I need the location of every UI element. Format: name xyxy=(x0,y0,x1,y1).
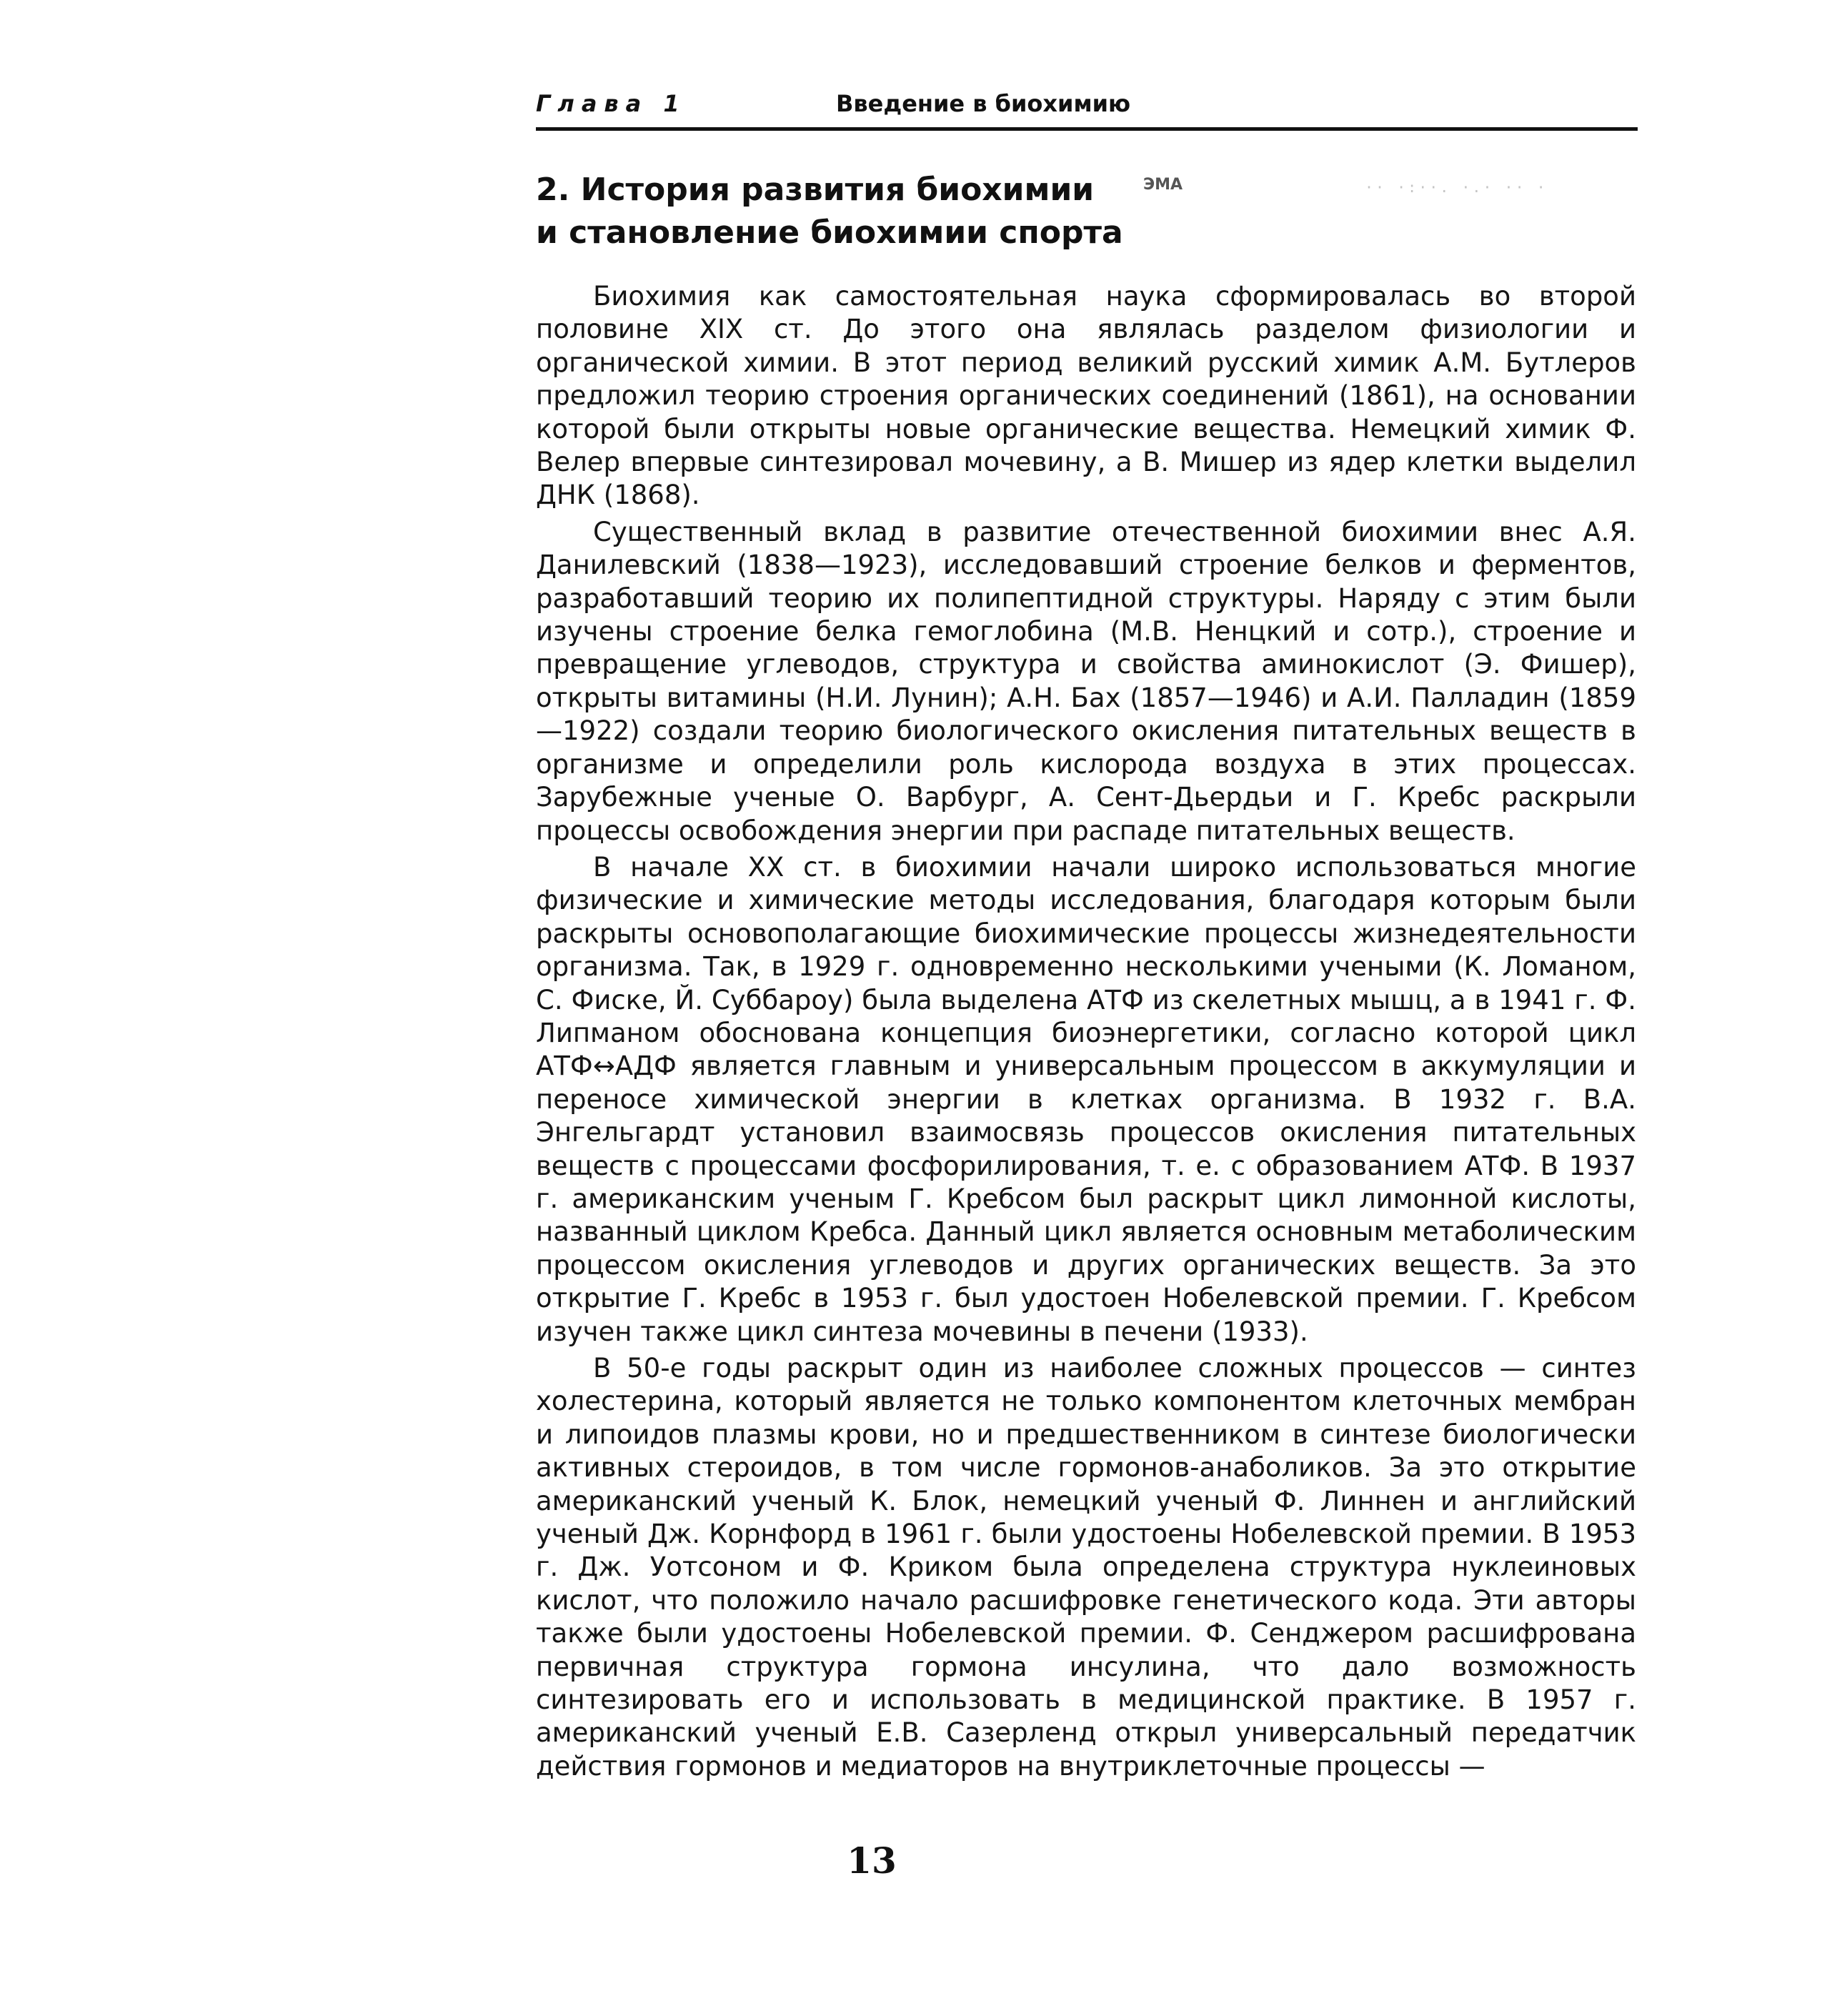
paragraph-4: В 50-е годы раскрыт один из наиболее сложных процессов — синтез холестерина, который является не только компонентом клеточных мембран и липоидов плазмы крови, но и предшественником в синтезе биологически активных стероидов, в том числе гормонов-анаболиков. За это открытие американский ученый К. Блок, немецкий ученый Ф. Линнен и английский ученый Дж. Корнфорд в 1961 г. были удостоены Нобелевской премии. В 1953 г. Дж. Уотсоном и Ф. Криком была определена структура нуклеиновых кислот, что положило начало расшифровке генетического кода. Эти авторы также были удостоены Нобелевской премии. Ф. Сенджером расшифрована первичная структура гормона инсулина, что дало возможность синтезировать его и использовать в медицинской практике. В 1957 г. американский ученый Е.В. Сазерленд открыл универсальный передатчик действия гормонов и медиаторов на внутриклеточные процессы — xyxy=(536,1353,1636,1782)
page-number: 13 xyxy=(847,1839,897,1882)
section-title-line-2: и становление биохимии спорта xyxy=(536,214,1123,251)
section-title-line-1: 2. История развития биохимии xyxy=(536,172,1095,208)
body-text xyxy=(536,280,1636,1787)
header-rule xyxy=(536,127,1638,131)
library-stamp: ЭМА xyxy=(1143,176,1183,194)
paragraph-2: Существенный вклад в развитие отечественной биохимии внес А.Я. Данилевский (1838—1923), исследовавший строение белков и ферментов, разработавший теорию их полипептидной структуры. Наряду с этим были изучены строение белка гемоглобина (М.В. Ненцкий и сотр.), строение и превращение углеводов, структура и свойства аминокислот (Э. Фишер), открыты витамины (Н.И. Лунин); А.Н. Бах (1857—1946) и А.И. Палладин (1859—1922) создали теорию биологического окисления питательных веществ в организме и определили роль кислорода воздуха в этих процессах. Зарубежные ученые О. Варбург, А. Сент-Дьердьи и Г. Кребс раскрыли процессы освобождения энергии при распаде питательных веществ. xyxy=(536,516,1636,846)
scan-artifact: ·· ·:··. ·.· ·· · xyxy=(1365,179,1548,196)
running-head xyxy=(536,90,1636,126)
section-title xyxy=(536,169,1150,254)
paragraph-1: Биохимия как самостоятельная наука сформировалась во второй половине XIX ст. До этого она являлась разделом физиологии и органической химии. В этот период великий русский химик А.М. Бутлеров предложил теорию строения органических соединений (1861), на основании которой были открыты новые органические вещества. Немецкий химик Ф. Велер впервые синтезировал мочевину, а В. Мишер из ядер клетки выделил ДНК (1868). xyxy=(536,281,1636,511)
paragraph-3: В начале XX ст. в биохимии начали широко использоваться многие физические и химические методы исследования, благодаря которым были раскрыты основополагающие биохимические процессы жизнедеятельности организма. Так, в 1929 г. одновременно несколькими учеными (К. Ломаном, С. Фиске, Й. Суббароу) была выделена АТФ из скелетных мышц, а в 1941 г. Ф. Липманом обоснована концепция биоэнергетики, согласно которой цикл АТФ↔АДФ является главным и универсальным процессом в аккумуляции и переносе химической энергии в клетках организма. В 1932 г. В.А. Энгельгардт установил взаимосвязь процессов окисления питательных веществ с процессами фосфорилирования, т. е. с образованием АТФ. В 1937 г. американским ученым Г. Кребсом был раскрыт цикл лимонной кислоты, названный циклом Кребса. Данный цикл является основным метаболическим процессом окисления углеводов и других органических веществ. За это открытие Г. Кребс в 1953 г. был удостоен Нобелевской премии. Г. Кребсом изучен также цикл синтеза мочевины в печени (1933). xyxy=(536,851,1636,1347)
running-head-title: Введение в биохимию xyxy=(836,90,1131,117)
running-head-chapter: Глава 1 xyxy=(536,90,687,117)
